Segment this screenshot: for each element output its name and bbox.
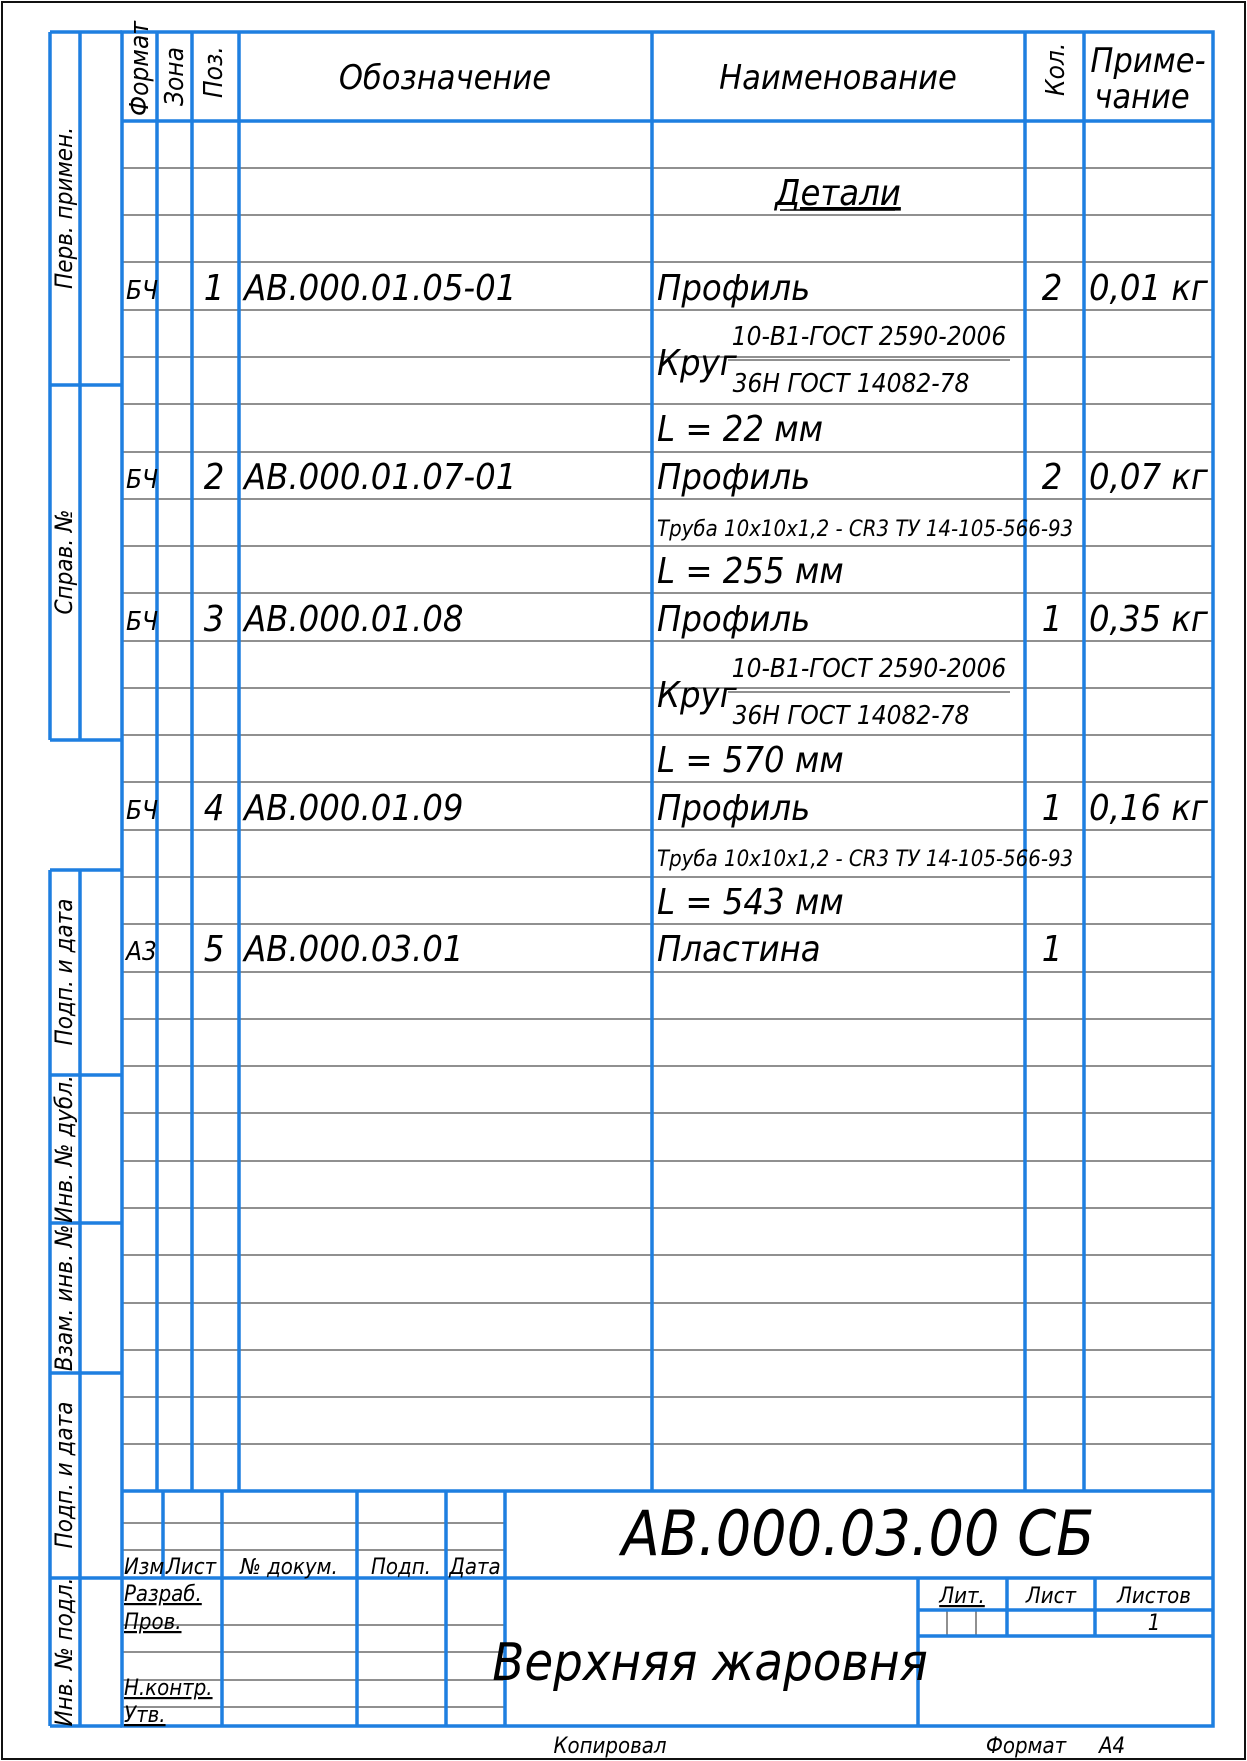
row-format: БЧ — [126, 607, 159, 637]
tb-prov: Пров. — [124, 1610, 182, 1635]
row-format: А3 — [126, 937, 157, 967]
row-fraction-bottom: 36Н ГОСТ 14082-78 — [732, 701, 970, 731]
footer-format-value: А4 — [1098, 1734, 1126, 1759]
section-title: Детали — [775, 173, 901, 214]
tb-lit: Лит. — [939, 1584, 985, 1609]
tb-doc-no: № докум. — [240, 1555, 338, 1580]
row-note: 0,16 кг — [1089, 788, 1208, 829]
tb-listov: Листов — [1117, 1584, 1191, 1609]
header-note-line1: Приме- — [1090, 41, 1206, 81]
side-podp-data-1: Подп. и дата — [50, 898, 78, 1046]
row-pos: 1 — [203, 268, 225, 309]
row-format: БЧ — [126, 796, 159, 826]
row-qty: 1 — [1041, 929, 1063, 970]
row-pos: 3 — [203, 599, 225, 640]
row-qty: 2 — [1041, 457, 1063, 498]
row-qty: 1 — [1041, 788, 1063, 829]
tb-utv: Утв. — [124, 1703, 166, 1728]
row-qty: 1 — [1041, 599, 1063, 640]
page-border — [2, 2, 1245, 1759]
row-name: L = 22 мм — [657, 409, 824, 450]
row-pos: 5 — [203, 929, 225, 970]
table-row — [126, 457, 1209, 498]
row-name: Профиль — [657, 268, 811, 309]
row-pos: 2 — [203, 457, 225, 498]
tb-izm: Изм. — [124, 1555, 171, 1580]
tb-data: Дата — [449, 1555, 501, 1580]
side-inv-podl: Инв. № подл. — [50, 1577, 78, 1727]
row-format: БЧ — [126, 465, 159, 495]
row-name: Труба 10х10х1,2 - СR3 ТУ 14-105-566-93 — [657, 517, 1074, 542]
side-podp-data-2: Подп. и дата — [50, 1401, 78, 1549]
table-row — [126, 268, 1209, 309]
row-name: Профиль — [657, 788, 811, 829]
side-inv-dubl: Инв. № дубл. — [50, 1075, 78, 1223]
table-row — [126, 599, 1209, 640]
row-designation: АВ.000.01.05-01 — [244, 268, 517, 309]
tb-nkontr: Н.контр. — [124, 1676, 213, 1701]
row-designation: АВ.000.01.08 — [244, 599, 464, 640]
row-fraction-bottom: 36Н ГОСТ 14082-78 — [732, 369, 970, 399]
row-name: Труба 10х10х1,2 - СR3 ТУ 14-105-566-93 — [657, 847, 1074, 872]
row-name-prefix: Круг — [657, 675, 737, 716]
footer-format-label: Формат — [985, 1734, 1067, 1759]
header-pos: Поз. — [199, 46, 229, 98]
doc-code: АВ.000.03.00 СБ — [621, 1497, 1095, 1570]
row-designation: АВ.000.03.01 — [244, 929, 464, 970]
row-pos: 4 — [203, 788, 225, 829]
blue-frame — [50, 32, 1213, 1726]
row-designation: АВ.000.01.09 — [244, 788, 464, 829]
tb-listov-value: 1 — [1147, 1611, 1161, 1636]
footer-copied: Копировал — [553, 1734, 667, 1759]
side-vzam-inv: Взам. инв. № — [50, 1224, 78, 1372]
row-note: 0,35 кг — [1089, 599, 1208, 640]
row-name: L = 570 мм — [657, 740, 844, 781]
row-format: БЧ — [126, 276, 159, 306]
row-note: 0,07 кг — [1089, 457, 1208, 498]
tb-podp: Подп. — [371, 1555, 431, 1580]
row-fraction-top: 10-В1-ГОСТ 2590-2006 — [731, 654, 1007, 684]
header-qty: Кол. — [1041, 42, 1071, 96]
header-zone: Зона — [160, 47, 190, 106]
header-format: Формат — [125, 21, 155, 116]
row-name: L = 543 мм — [657, 882, 844, 923]
row-note: 0,01 кг — [1089, 268, 1208, 309]
row-fraction-top: 10-В1-ГОСТ 2590-2006 — [731, 322, 1007, 352]
row-name: L = 255 мм — [657, 551, 844, 592]
row-name: Пластина — [657, 929, 821, 970]
side-perv-primen: Перв. примен. — [50, 126, 78, 290]
doc-title: Верхняя жаровня — [492, 1633, 928, 1693]
row-name: Профиль — [657, 457, 811, 498]
tb-list: Лист — [166, 1555, 217, 1580]
row-qty: 2 — [1041, 268, 1063, 309]
header-note-line2: чание — [1094, 77, 1190, 117]
header-name: Наименование — [719, 58, 957, 98]
tb-razrab: Разраб. — [124, 1582, 202, 1607]
row-name: Профиль — [657, 599, 811, 640]
table-row — [124, 929, 1062, 970]
header-designation: Обозначение — [338, 58, 552, 98]
row-name-prefix: Круг — [657, 343, 737, 384]
side-sprav-no: Справ. № — [50, 509, 78, 615]
row-designation: АВ.000.01.07-01 — [244, 457, 517, 498]
tb-list-label: Лист — [1025, 1584, 1077, 1609]
table-row — [126, 788, 1209, 829]
